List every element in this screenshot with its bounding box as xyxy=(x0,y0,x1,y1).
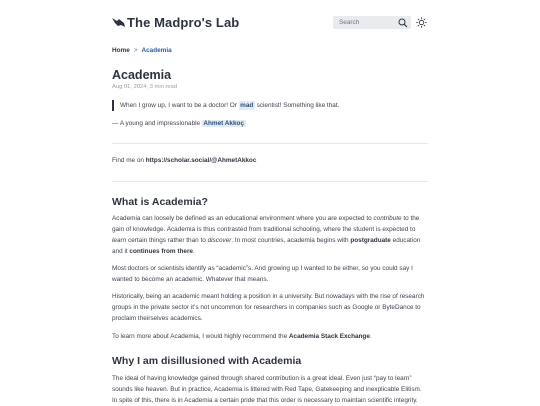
quote-text-end: scientist! Something like that. xyxy=(256,101,340,109)
paragraph-doctors: Most doctors or scientists identify as “academic”s. And growing up I wanted to be either, so you could say I wanted to become an academic. Whatever that means. xyxy=(112,265,413,283)
text: . xyxy=(192,248,195,255)
site-logo-link[interactable] xyxy=(112,13,239,33)
divider xyxy=(112,181,428,182)
sun-icon[interactable] xyxy=(416,17,427,28)
breadcrumb-current[interactable]: Academia xyxy=(141,47,172,54)
bird-logo-icon xyxy=(112,17,125,28)
postgraduate-link[interactable]: postgraduate xyxy=(350,237,391,244)
author-name: Ahmet Akkoç xyxy=(203,120,244,127)
section-heading-what-is-academia: What is Academia? xyxy=(112,196,208,208)
section-heading-disillusioned: Why I am disillusioned with Academia xyxy=(112,355,302,367)
text: Academia can loosely be defined as an educational environment where you are expected to xyxy=(112,215,374,222)
text: To learn more about Academia, I would highly recommend the xyxy=(112,333,289,340)
breadcrumb-home[interactable]: Home xyxy=(112,47,130,54)
epigraph-quote xyxy=(112,100,339,111)
paragraph-definition xyxy=(112,213,428,257)
emphasis-discover: discover xyxy=(207,237,232,244)
quote-attribution xyxy=(112,119,246,129)
scholar-social-link[interactable]: https://scholar.social/@AhmetAkkoc xyxy=(145,157,257,164)
continues-from-there-link[interactable]: continues from there xyxy=(129,248,193,255)
text: to the gain of knowledge. Academia is thus contrasted from traditional schooling, where the student is expected to xyxy=(112,215,420,233)
text: . xyxy=(369,333,372,340)
attribution-prefix: — A young and impressionable xyxy=(112,120,202,127)
paragraph-ideal: The ideal of having knowledge gained through shared contribution is a great ideal. Even just “pay to learn” sounds like heaven. But in practice, Academia is littered with Red Tape, Gatekeeping and inexplicable Elitism. In spite of this, there is in Academia a certain pride that this order is necessary to maintain scientific integrity. xyxy=(112,375,422,404)
text: certain things rather than to xyxy=(126,237,208,244)
find-me xyxy=(112,156,256,166)
emphasis-contribute: contribute xyxy=(373,215,402,222)
quote-highlight: mad xyxy=(240,101,254,109)
site-title: The Madpro's Lab xyxy=(127,14,240,30)
find-me-prefix: Find me on xyxy=(112,157,146,164)
search-box xyxy=(333,16,411,29)
text: . In most countries, academia begins with xyxy=(231,237,351,244)
site-header xyxy=(112,12,428,34)
post-meta: Aug 01, 2024, 3 min read xyxy=(112,84,178,90)
emphasis-learn: learn xyxy=(112,237,127,244)
text: education and it xyxy=(112,237,421,255)
academia-stack-exchange-link[interactable]: Academia Stack Exchange xyxy=(288,333,370,340)
breadcrumb xyxy=(112,46,172,56)
divider xyxy=(112,143,428,144)
search-input[interactable] xyxy=(333,16,397,29)
page-title: Academia xyxy=(112,68,172,82)
paragraph-history: Historically, being an academic meant holding a position in a university. But nowadays with the rise of research groups in the private sector it’s not uncommon for researchers in companies such as Google or ByteDance to proclaim theirselves academics. xyxy=(112,293,425,322)
search-icon[interactable] xyxy=(398,18,408,28)
paragraph-recommendation xyxy=(112,331,428,342)
quote-text-start: When I grow up, I want to be a doctor! Or xyxy=(120,101,237,109)
breadcrumb-separator: > xyxy=(133,47,138,54)
